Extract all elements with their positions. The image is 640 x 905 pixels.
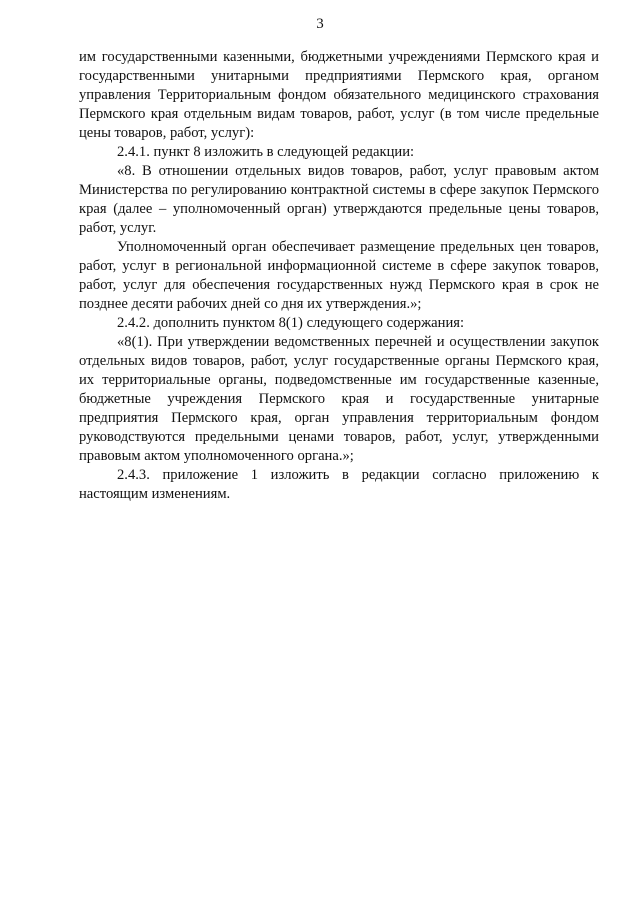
paragraph-2-4-2: 2.4.2. дополнить пунктом 8(1) следующего содержания: [117,315,465,331]
paragraph-item-8-1: «8(1). При утверждении ведомственных перечней и осуществлении закупок отдельных видов товаров, работ, услуг государственные органы Пермского края, их территориальные органы, подведомственные им государственные казенные, бюджетные учреждения Пермского края и государственные унитарные предприятия Пермского края, орган управления территориальным фондом руководствуются предельными ценами товаров, работ, услуг, утвержденными правовым актом уполномоченного органа.»; [79,334,599,464]
page-number: 3 [316,16,324,32]
paragraph-2-4-1: 2.4.1. пункт 8 изложить в следующей редакции: [117,144,415,160]
document-body [79,48,599,504]
paragraph-continuation: им государственными казенными, бюджетными учреждениями Пермского края и государственными унитарными предприятиями Пермского края, органом управления Территориальным фондом обязательного медицинского страхования Пермского края отдельным видам товаров, работ, услуг (в том числе предельные цены товаров, работ, услуг): [79,49,599,141]
paragraph-2-4-3: 2.4.3. приложение 1 изложить в редакции согласно приложению к настоящим изменениям. [79,467,599,502]
paragraph-item-8: «8. В отношении отдельных видов товаров, работ, услуг правовым актом Министерства по регулированию контрактной системы в сфере закупок Пермского края (далее – уполномоченный орган) утверждаются предельные цены товаров, работ, услуг. [79,163,599,236]
paragraph-authorized-body: Уполномоченный орган обеспечивает размещение предельных цен товаров, работ, услуг в региональной информационной системе в сфере закупок товаров, работ, услуг для обеспечения государственных нужд Пермского края в срок не позднее десяти рабочих дней со дня их утверждения.»; [79,239,599,312]
